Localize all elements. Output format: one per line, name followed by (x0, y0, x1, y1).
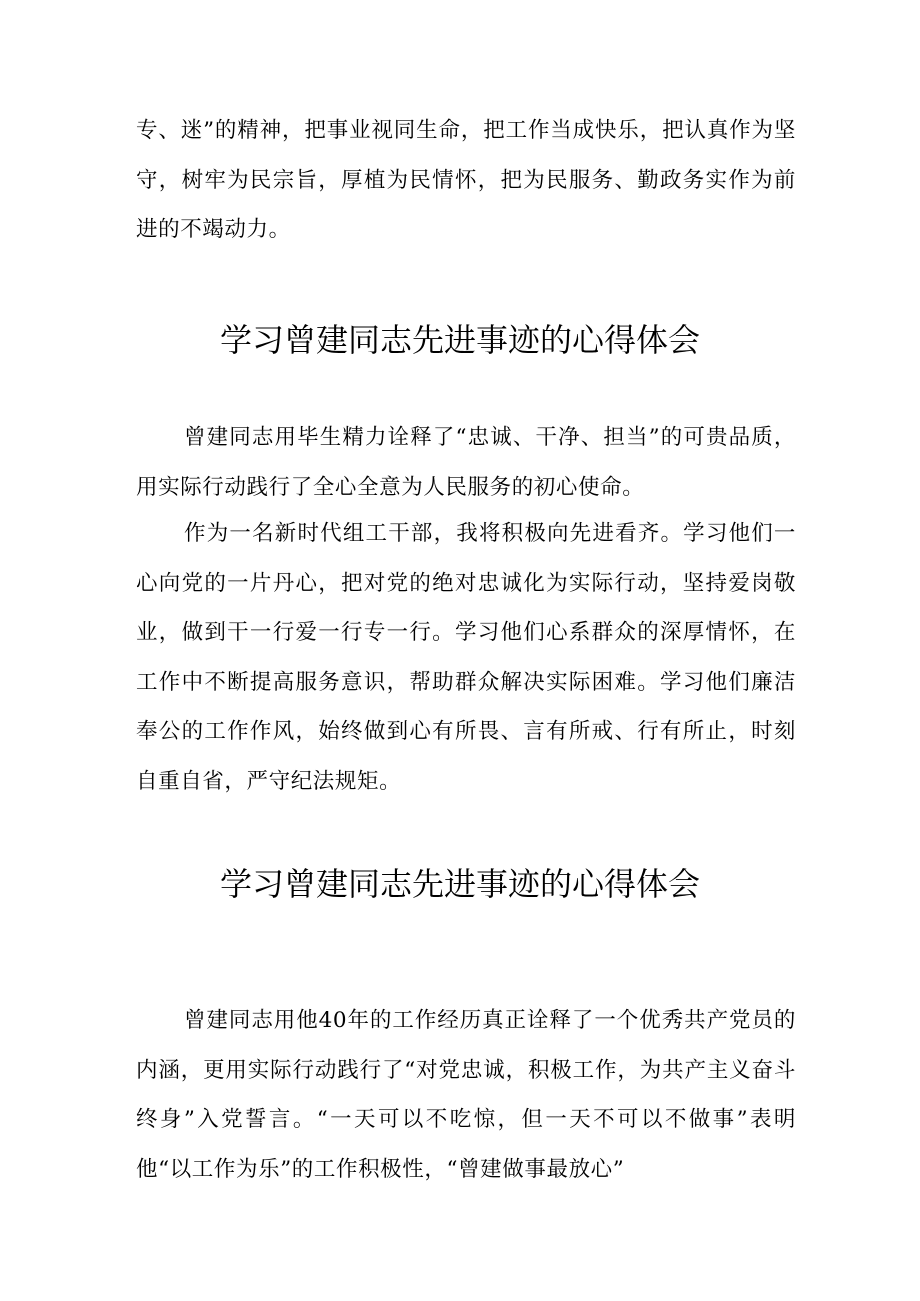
body-paragraph: 曾建同志用毕生精力诠释了“忠诚、干净、担当”的可贵品质，用实际行动践行了全心全意为人民服务的初心使命。 (136, 425, 796, 500)
continuation-paragraph: 专、迷”的精神，把事业视同生命，把工作当成快乐，把认真作为坚守，树牢为民宗旨，厚植为民情怀，把为民服务、勤政务实作为前进的不竭动力。 (136, 118, 796, 242)
body-paragraph: 曾建同志用他40年的工作经历真正诠释了一个优秀共产党员的内涵，更用实际行动践行了“对党忠诚，积极工作，为共产主义奋斗终身”入党誓言。“一天可以不吃惊，但一天不可以不做事”表明他“以工作为乐”的工作积极性，“曾建做事最放心” (136, 1008, 796, 1182)
section-title: 学习曾建同志先进事迹的心得体会 (219, 321, 700, 359)
body-paragraph: 作为一名新时代组工干部，我将积极向先进看齐。学习他们一心向党的一片丹心，把对党的绝对忠诚化为实际行动，坚持爱岗敬业，做到干一行爱一行专一行。学习他们心系群众的深厚情怀，在工作中不断提高服务意识，帮助群众解决实际困难。学习他们廉洁奉公的工作作风，始终做到心有所畏、言有所戒、行有所止，时刻自重自省，严守纪法规矩。 (136, 521, 796, 794)
section-title: 学习曾建同志先进事迹的心得体会 (219, 865, 700, 903)
